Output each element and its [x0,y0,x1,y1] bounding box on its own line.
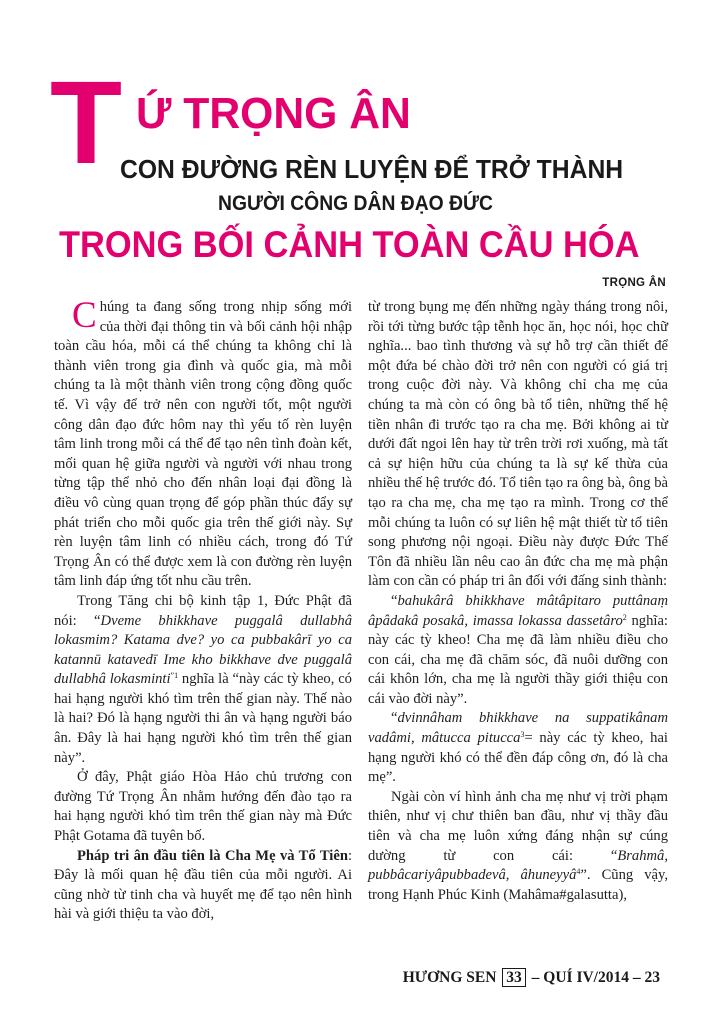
title-main: Ứ TRỌNG ÂN [136,89,411,138]
paragraph-first-gratitude [54,847,352,925]
article-column-right [368,298,668,905]
pali-quote: Brahmâ, pubbâcariyâpubbadevâ, âhuneyyâ [368,847,668,884]
issue-period: – QUÍ IV/2014 – [531,969,641,986]
paragraph-text: ”. Cũng vậy, trong Hạnh Phúc Kinh (Mahâma#galasutta), [368,867,668,903]
paragraph-text: nghĩa là “này các tỳ kheo, có hai hạng người khó tìm trên thế gian này. Thế nào là hai? Đó là hạng người thi ân và hạng người báo ân. Đây là hai hạng người khó tìm trên thế gian này”. [54,671,352,766]
paragraph-text: Trong Tăng chi bộ kinh tập 1, Đức Phật đã nói: “ [54,592,352,629]
quote-mark: “ [391,710,398,727]
page-footer [403,968,660,987]
paragraph-intro [54,295,352,592]
quote-mark: “ [391,592,398,609]
paragraph-pali-quote-3 [368,709,668,787]
page-number: 23 [644,969,660,986]
title-subtitle-line2: NGƯỜI CÔNG DÂN ĐẠO ĐỨC [218,192,494,215]
paragraph-intro-text: húng ta đang sống trong nhịp sống mới của thời đại thông tin và bối cảnh hội nhập toàn cầu hóa, mỗi cá thể chúng ta không chỉ là thành viên trong gia đình và quốc gia, mà mỗi chúng ta là một thành viên trong cộng đồng quốc tế. Vì vậy để trở nên con người tốt, một người công dân đạo đức hôm nay thì yếu tố rèn luyện tâm linh trong mỗi cá thể để tạo nên tình đoàn kết, mối quan hệ giữa người và người với nhau trong từng tập thể nhỏ cho đến nhân loại đại đồng là điều vô cùng quan trọng để góp phần thúc đẩy sự phát triển cho mỗi quốc gia trên thế giới này. Sự rèn luyện tâm linh có nhiều cách, trong đó Tứ Trọng Ân có thể được xem là con đường rèn luyện tâm linh đáp ứng tốt nhu cầu trên. [54,299,352,590]
footnote-ref: ”1 [170,671,179,681]
paragraph-hoa-hao: Ở đây, Phật giáo Hòa Hảo chủ trương con đường Tứ Trọng Ân nhằm hướng đến đào tạo ra hai hạng người khó tìm trên thế gian này mà Đức Phật Gotama đã tuyên bố. [54,769,352,845]
article-column-left [54,295,352,925]
title-subtitle-line3: TRONG BỐI CẢNH TOÀN CẦU HÓA [59,224,640,265]
paragraph-text: Ngài còn ví hình ảnh cha mẹ như vị trời phạm thiên, như vị chư thiên ban đầu, như vị thầy đầu tiên và cha mẹ luôn xứng đáng nhận sự cúng dường từ con cái: “ [368,788,668,864]
paragraph-sutra-quote [54,592,352,768]
article-author: TRỌNG ÂN [602,277,666,289]
pali-quote: bahukârâ bhikkhave mâtâpitaro puttânaṃ âpâdakâ posakâ, imassa lokassa dassetâro [368,592,668,629]
drop-cap: C [72,295,97,336]
issue-number-box: 33 [502,968,526,987]
section-heading-inline: Pháp tri ân đầu tiên là Cha Mẹ và Tổ Tiên [77,847,348,864]
title-subtitle-line1: CON ĐƯỜNG RÈN LUYỆN ĐỂ TRỞ THÀNH [120,154,624,184]
magazine-name: HƯƠNG SEN [402,969,497,986]
pali-quote: dvinnâham bhikkhave na suppatikânam vadâmi, mâtucca pitucca [368,710,668,747]
paragraph-parents-brahma [368,788,668,906]
footnote-ref: 3 [520,730,525,740]
title-drop-letter: T [50,57,123,189]
footnote-ref: 2 [622,612,627,622]
paragraph-text: : Đây là mối quan hệ đầu tiên của mỗi người. Ai cũng nhờ từ tinh cha và huyết mẹ để tạo nên hình hài và giới thiệu ta vào đời, [54,847,352,923]
paragraph-text: nghĩa: này các tỳ kheo! Cha mẹ đã làm nhiều điều cho con cái, cha mẹ đã chăm sóc, đã nuôi dưỡng con cái khôn lớn, cha mẹ là người thầy giới thiệu con cái vào đời này”. [368,612,668,707]
paragraph-continued: từ trong bụng mẹ đến những ngày tháng trong nôi, rồi tới từng bước tập tễnh học ăn, học nói, học chữ nghĩa... bao tình thương và sự hỗ trợ cần thiết để một đứa bé chào đời trở nên con người có giá trị trong cuộc đời này. Và không chỉ cha mẹ của chúng ta mà còn có ông bà tổ tiên, những thế hệ tiền nhân đi trước tạo ra cha mẹ. Bởi không ai từ dưới đất ngoi lên hay từ trên trời rơi xuống, mà tất cả sự hiện hữu của chúng ta là sự kế thừa của nhiều thế hệ trước đó. Tổ tiên tạo ra ông bà, ông bà tạo ra cha mẹ, cha mẹ tạo ra mình. Trong cơ thể mỗi chúng ta luôn có sự liên hệ mật thiết từ tổ tiên song phương nội ngoại. Điều này được Đức Thế Tôn đã nhiều lần nêu cao ân đức cha mẹ mà phận làm con cần có pháp tri ân đối với đấng sinh thành: [368,299,668,590]
paragraph-text: = này các tỳ kheo, hai hạng người khó có thể đền đáp công ơn, đó là cha mẹ”. [368,730,668,786]
paragraph-pali-quote-2 [368,592,668,710]
footnote-ref: 4 [576,867,581,877]
pali-quote: Dveme bhikkhave puggalâ dullabhâ lokasmim? Katama dve? yo ca pubbakârī yo ca katannū katavedī Ime kho bikkhave dve puggalâ dullabhâ lokasminti [54,612,352,688]
